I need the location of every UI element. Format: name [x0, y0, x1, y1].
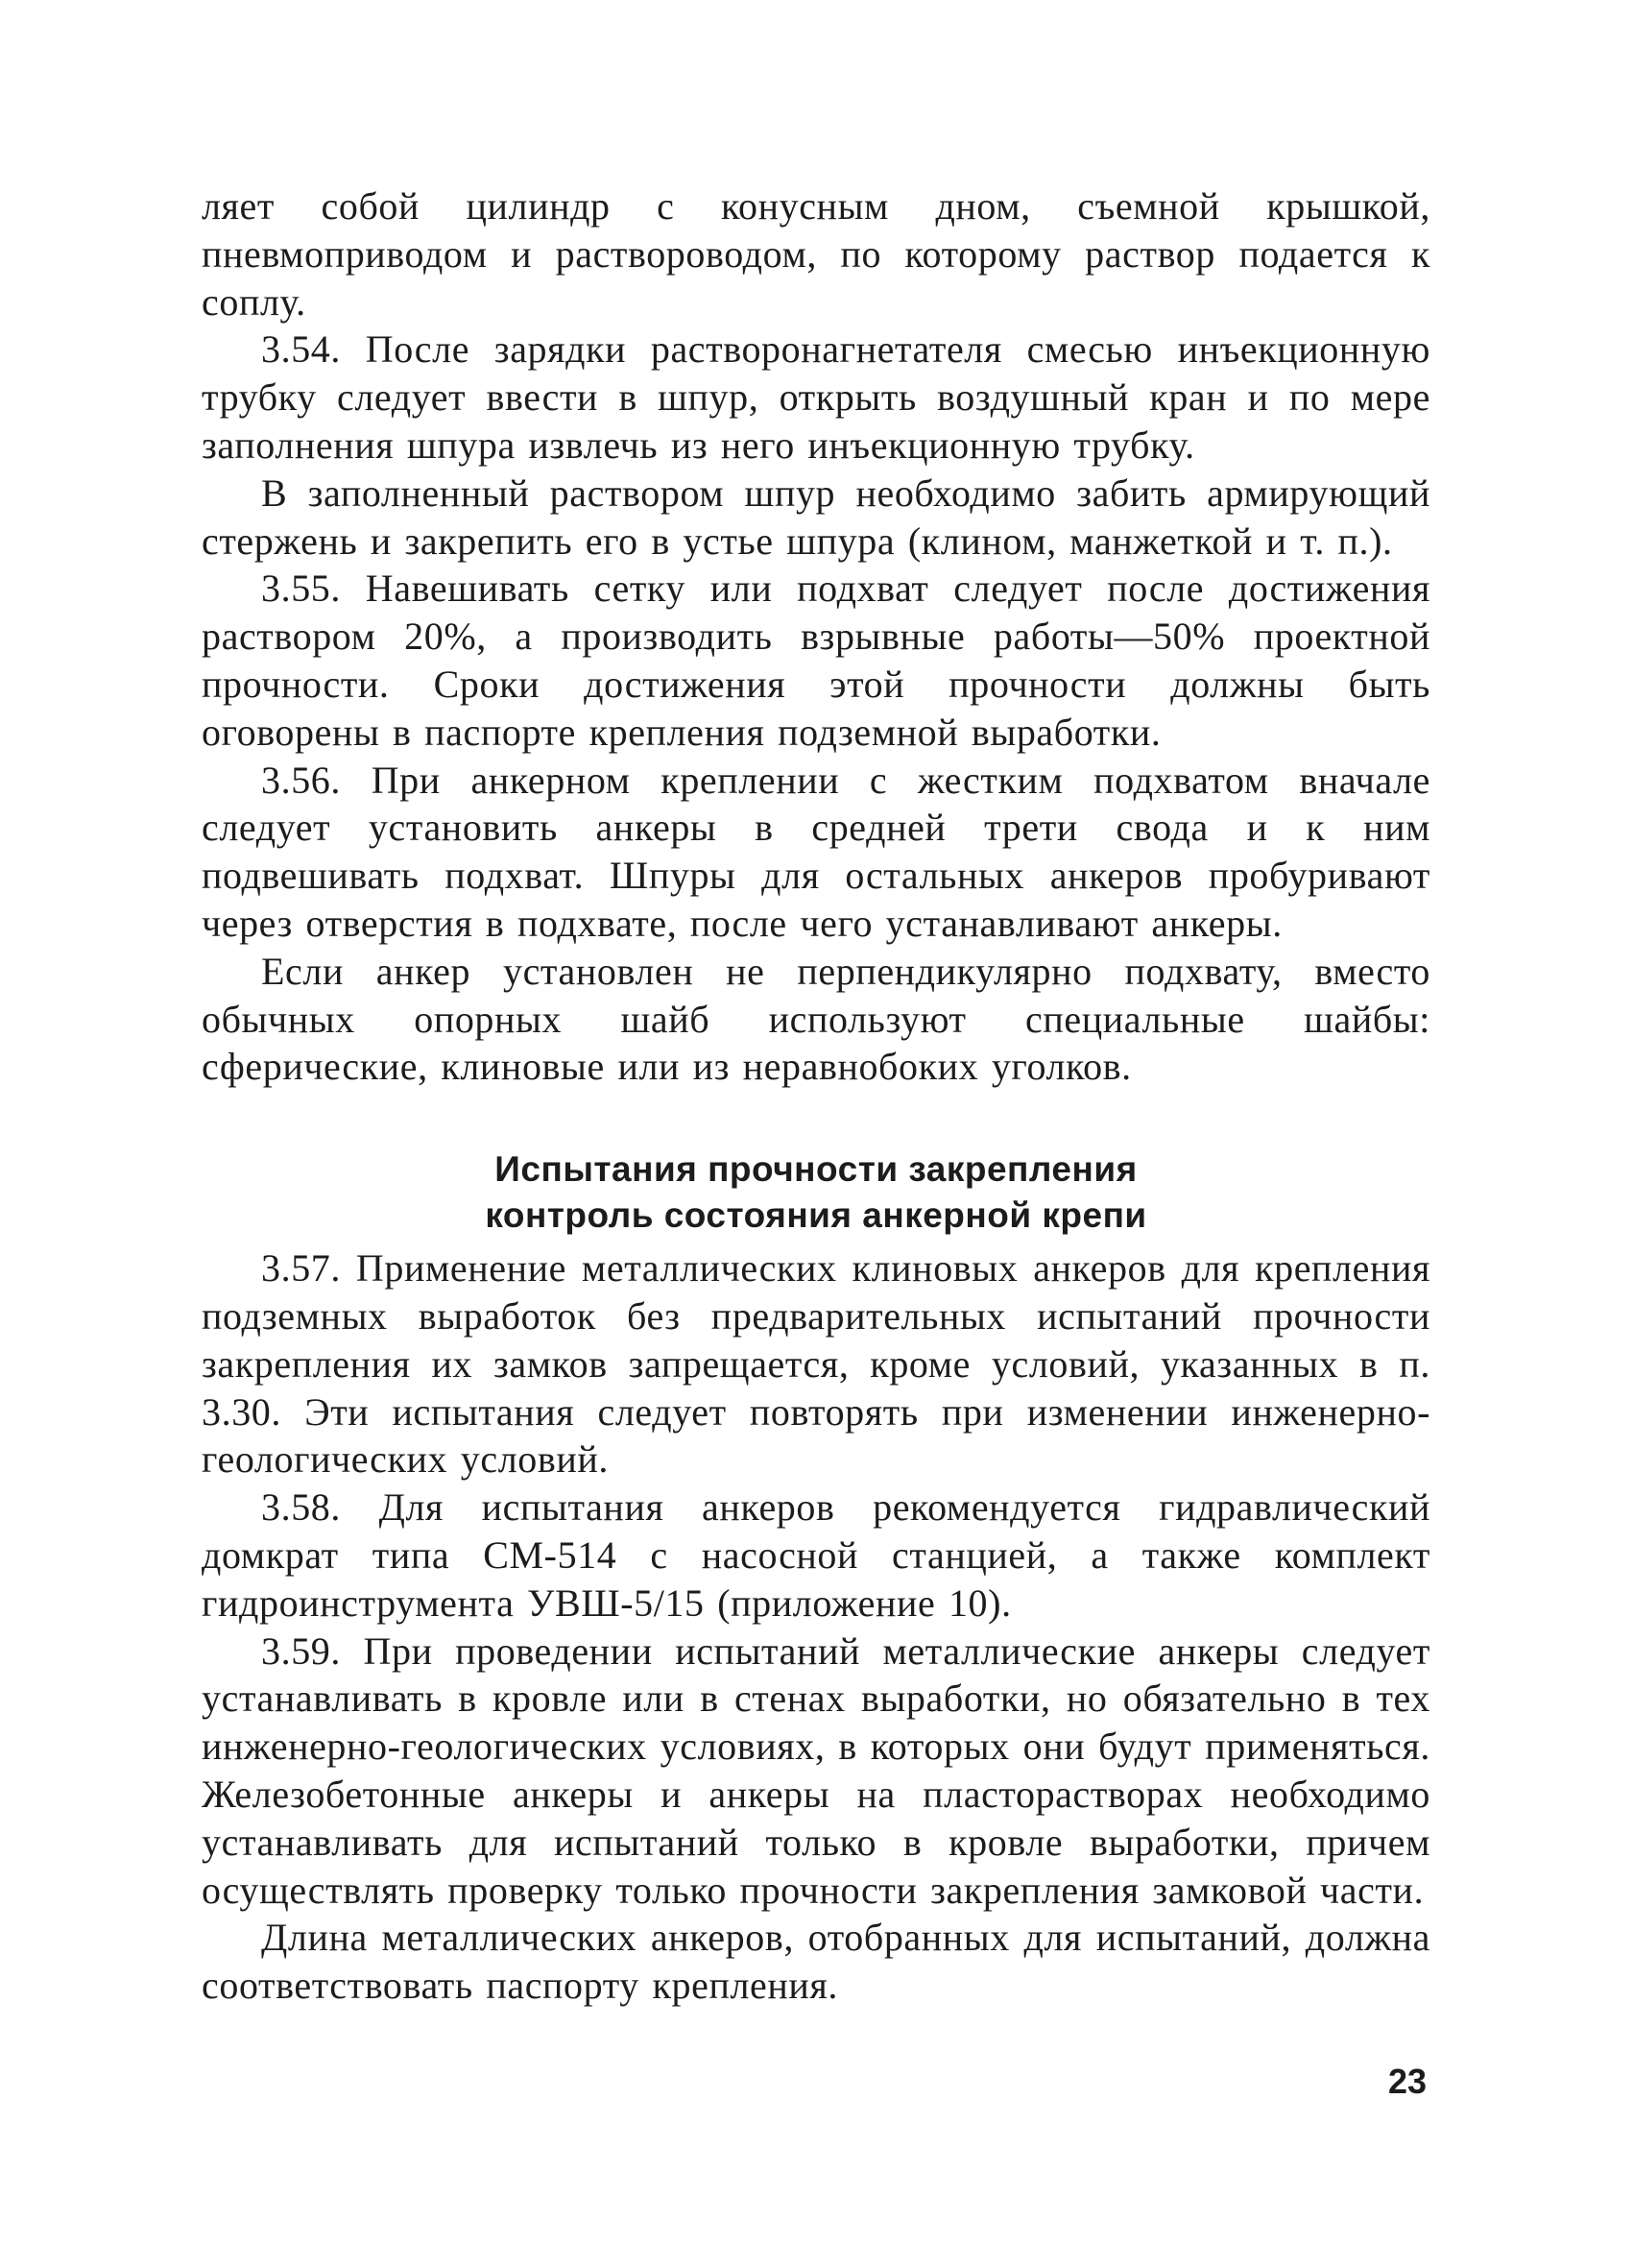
page-number: 23 [1388, 2062, 1428, 2101]
paragraph-3-59-length: Длина металлических анкеров, отобранных для испытаний, должна соответствовать паспорту крепления. [202, 1916, 1430, 2008]
paragraph-3-54-reinforcement: В заполненный раствором шпур необходимо забить армирующий стержень и закрепить его в устье шпура (клином, манжеткой и т. п.). [202, 470, 1430, 563]
paragraph-continuation: ляет собой цилиндр с конусным дном, съемной крышкой, пневмоприводом и раствороводом, по которому раствор подается к соплу. [202, 184, 1430, 324]
paragraph-3-54: 3.54. После зарядки растворонагнетателя смесью инъекционную трубку следует ввести в шпур, открыть воздушный кран и по мере заполнения шпура извлечь из него инъекционную трубку. [202, 327, 1430, 467]
paragraph-3-58: 3.58. Для испытания анкеров рекомендуется гидравлический домкрат типа СМ-514 с насосной станцией, а также комплект гидроинструмента УВШ-5/15 (приложение 10). [202, 1485, 1430, 1625]
paragraph-3-57: 3.57. Применение металлических клиновых анкеров для крепления подземных выработок без предварительных испытаний прочности закрепления их замков запрещается, кроме условий, указанных в п. 3.30. Эти испытания следует повторять при изменении инженерно-геологических условий. [202, 1246, 1430, 1482]
section-heading-line-1: Испытания прочности закрепления [494, 1149, 1138, 1190]
section-heading-line-2: контроль состояния анкерной крепи [485, 1195, 1147, 1236]
paragraph-3-59: 3.59. При проведении испытаний металлические анкеры следует устанавливать в кровле или в стенах выработки, но обязательно в тех инженерно-геологических условиях, в которых они будут применяться. Железобетонные анкеры и анкеры на пласторастворах необходимо устанавливать для испытаний только в кровле выработки, причем осуществлять проверку только прочности закрепления замковой части. [202, 1629, 1430, 1912]
section-spacer [202, 1091, 1430, 1146]
paragraph-3-55: 3.55. Навешивать сетку или подхват следует после достижения раствором 20%, а производить взрывные работы—50% проектной прочности. Сроки достижения этой прочности должны быть оговорены в паспорте крепления подземной выработки. [202, 567, 1430, 754]
page-body [202, 182, 1430, 2010]
paragraph-3-56-washers: Если анкер установлен не перпендикулярно подхвату, вместо обычных опорных шайб используют специальные шайбы: сферические, клиновые или из неравнобоких уголков. [202, 949, 1430, 1089]
section-heading [202, 1146, 1430, 1239]
paragraph-3-56: 3.56. При анкерном креплении с жестким подхватом вначале следует установить анкеры в средней трети свода и к ним подвешивать подхват. Шпуры для остальных анкеров пробуривают через отверстия в подхвате, после чего устанавливают анкеры. [202, 758, 1430, 945]
